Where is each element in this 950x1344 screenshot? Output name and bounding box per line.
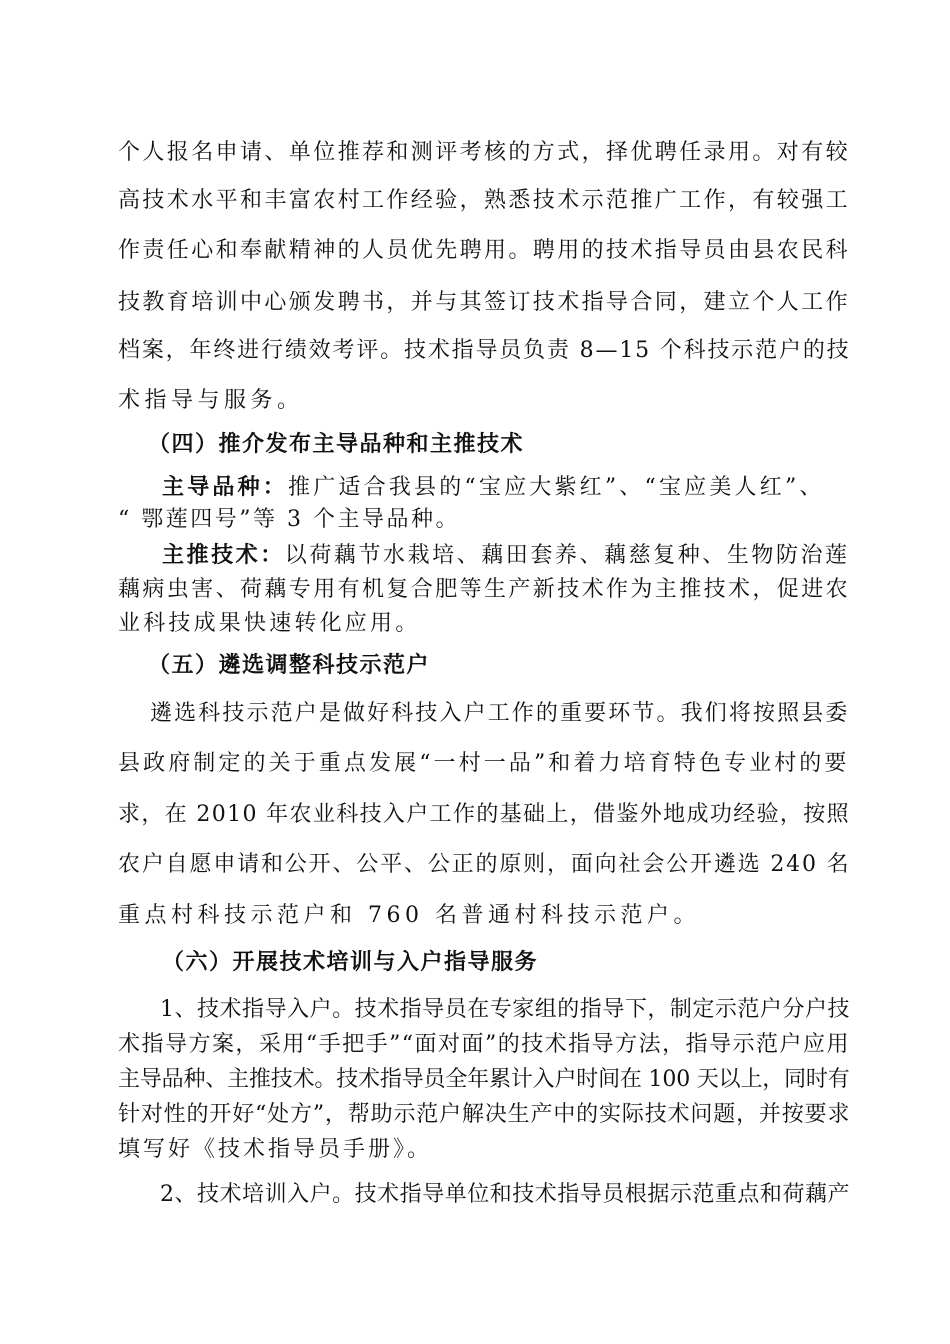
paragraph-line: 求，在 2010 年农业科技入户工作的基础上，借鉴外地成功经验，按照 [118, 802, 850, 827]
section-heading-5: （五）遴选调整科技示范户 [148, 653, 431, 678]
paragraph-line: 藕病虫害、荷藕专用有机复合肥等生产新技术作为主推技术，促进农 [118, 577, 851, 602]
label-main-varieties: 主导品种： [162, 475, 289, 500]
text-main-varieties: 推广适合我县的“宝应大紫红”、“宝应美人红”、 [288, 475, 825, 500]
paragraph-line: 作责任心和奉献精神的人员优先聘用。聘用的技术指导员由县农民科 [118, 238, 851, 263]
paragraph-line: 针对性的开好“处方”，帮助示范户解决生产中的实际技术问题，并按要求 [118, 1102, 851, 1127]
paragraph-line: 档案，年终进行绩效考评。技术指导员负责 8—15 个科技示范户的技 [118, 338, 851, 363]
paragraph-line: 1、技术指导入户。技术指导员在专家组的指导下，制定示范户分户技 [160, 997, 850, 1022]
paragraph-line: 个人报名申请、单位推荐和测评考核的方式，择优聘任录用。对有较 [118, 140, 851, 165]
paragraph-line: “ 鄂莲四号”等 3 个主导品种。 [118, 507, 460, 532]
paragraph-line: 技教育培训中心颁发聘书，并与其签订技术指导合同，建立个人工作 [118, 290, 851, 315]
section-heading-4: （四）推介发布主导品种和主推技术 [148, 432, 525, 457]
section-heading-6: （六）开展技术培训与入户指导服务 [162, 950, 539, 975]
paragraph-line: 术指导与服务。 [118, 388, 304, 413]
paragraph-line: 填写好《技术指导员手册》。 [118, 1137, 433, 1162]
paragraph-line: 重点村科技示范户和 760 名普通村科技示范户。 [118, 903, 700, 928]
paragraph-line [162, 475, 825, 501]
paragraph-line: 遴选科技示范户是做好科技入户工作的重要环节。我们将按照县委 [150, 701, 850, 726]
paragraph-line: 农户自愿申请和公开、公平、公正的原则，面向社会公开遴选 240 名 [118, 852, 851, 877]
paragraph-line: 术指导方案，采用“手把手”“面对面”的技术指导方法，指导示范户应用 [118, 1032, 850, 1057]
paragraph-line: 高技术水平和丰富农村工作经验，熟悉技术示范推广工作，有较强工 [118, 188, 851, 213]
paragraph-line: 县政府制定的关于重点发展“一村一品”和着力培育特色专业村的要 [118, 751, 850, 776]
paragraph-line: 主导品种、主推技术。技术指导员全年累计入户时间在 100 天以上，同时有 [118, 1067, 850, 1092]
text-main-techniques: 以荷藕节水栽培、藕田套养、藕慈复种、生物防治莲 [284, 543, 850, 568]
paragraph-line: 业科技成果快速转化应用。 [118, 611, 421, 636]
label-main-techniques: 主推技术： [162, 543, 285, 568]
paragraph-line: 2、技术培训入户。技术指导单位和技术指导员根据示范重点和荷藕产 [160, 1182, 850, 1207]
paragraph-line [162, 543, 850, 569]
